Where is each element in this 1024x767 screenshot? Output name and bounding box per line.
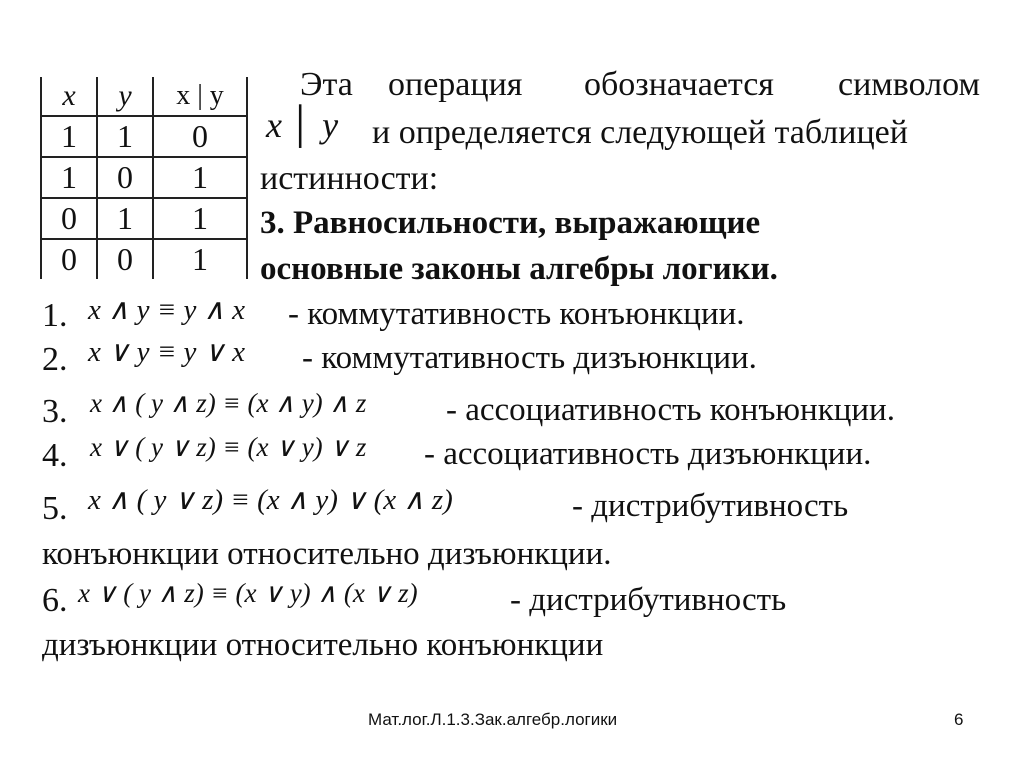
truth-table-cell: 0 (41, 239, 97, 279)
intro-line-2: и определяется следующей таблицей (372, 114, 908, 151)
law-description: - коммутативность конъюнкции. (288, 296, 745, 332)
truth-table (40, 77, 248, 279)
truth-table-cell: 1 (153, 157, 247, 198)
law-description: - ассоциативность конъюнкции. (446, 392, 895, 428)
truth-table-cell: 0 (41, 198, 97, 239)
law-formula: x ∨ ( y ∧ z) ≡ (x ∨ y) ∧ (x ∨ z) (78, 578, 418, 608)
truth-table-cell: 0 (97, 239, 153, 279)
section-title-line-1: 3. Равносильности, выражающие (260, 205, 761, 241)
truth-table-cell: 1 (153, 239, 247, 279)
law-number: 5. (42, 490, 68, 527)
truth-table-row (41, 116, 247, 157)
intro-word: обозначается (584, 66, 774, 103)
intro-line-3: истинности: (260, 160, 439, 197)
section-title-line-2: основные законы алгебры логики. (260, 251, 778, 287)
footer-title: Мат.лог.Л.1.3.Зак.алгебр.логики (368, 710, 618, 729)
truth-table-header-xy: x | y (153, 77, 247, 116)
page-number: 6 (954, 710, 964, 729)
law-description-continuation: конъюнкции относительно дизъюнкции. (42, 536, 612, 572)
truth-table-row (41, 239, 247, 279)
intro-word: Эта (300, 66, 353, 103)
law-number: 1. (42, 297, 68, 334)
truth-table-header-row (41, 77, 247, 116)
law-description-continuation: дизъюнкции относительно конъюнкции (42, 627, 604, 663)
truth-table-row (41, 157, 247, 198)
truth-table-cell: 1 (41, 116, 97, 157)
truth-table-cell: 1 (97, 116, 153, 157)
law-formula: x ∧ y ≡ y ∧ x (88, 294, 246, 326)
law-formula: x ∨ ( y ∨ z) ≡ (x ∨ y) ∨ z (90, 432, 367, 462)
truth-table-header-x: x (41, 77, 97, 116)
law-description: - дистрибутивность (510, 582, 787, 618)
truth-table-cell: 1 (153, 198, 247, 239)
truth-table-cell: 0 (97, 157, 153, 198)
law-description: - коммутативность дизъюнкции. (302, 340, 757, 376)
law-formula: x ∧ ( y ∧ z) ≡ (x ∧ y) ∧ z (90, 388, 367, 418)
law-description: - ассоциативность дизъюнкции. (424, 436, 872, 472)
law-description: - дистрибутивность (572, 488, 849, 524)
sheffer-symbol: x │ y (266, 105, 339, 145)
law-number: 6. (42, 582, 68, 619)
law-formula: x ∧ ( y ∨ z) ≡ (x ∧ y) ∨ (x ∧ z) (88, 484, 453, 516)
truth-table-cell: 1 (97, 198, 153, 239)
truth-table-header-y: y (97, 77, 153, 116)
law-number: 4. (42, 437, 68, 474)
intro-word: символом (838, 66, 981, 103)
law-number: 3. (42, 393, 68, 430)
truth-table-cell: 0 (153, 116, 247, 157)
truth-table-cell: 1 (41, 157, 97, 198)
law-number: 2. (42, 341, 68, 378)
intro-word: операция (388, 66, 523, 103)
truth-table-row (41, 198, 247, 239)
law-formula: x ∨ y ≡ y ∨ x (88, 336, 246, 368)
